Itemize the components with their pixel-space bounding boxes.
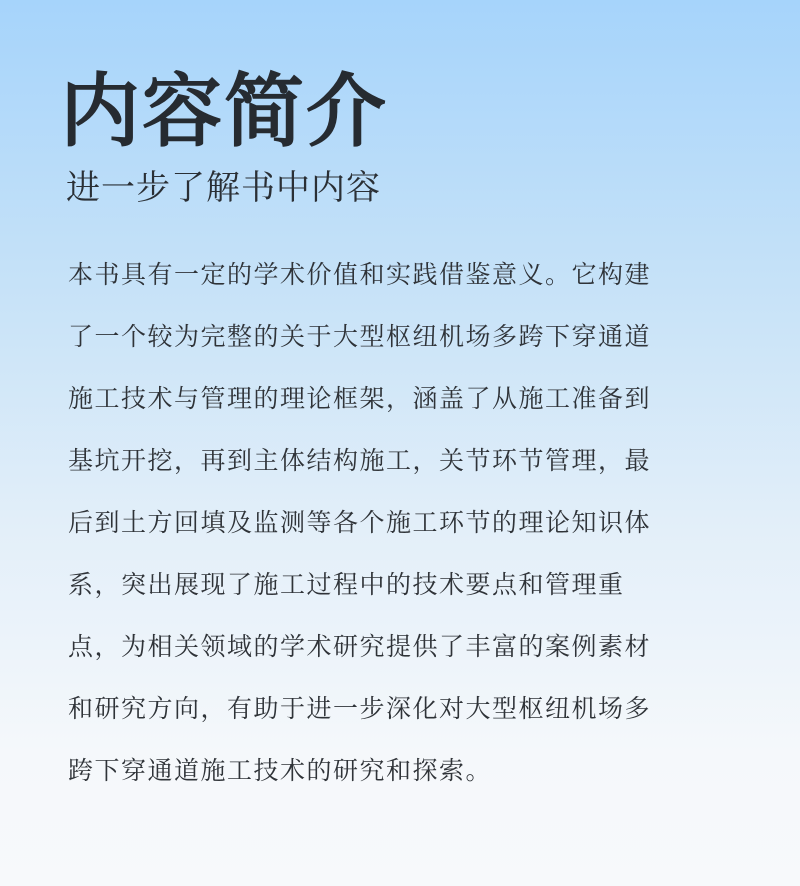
page-subtitle: 进一步了解书中内容 [66, 168, 381, 208]
paragraph-line: 本书具有一定的学术价值和实践借鉴意义。它构建 [68, 260, 652, 289]
paragraph-line: 和研究方向，有助于进一步深化对大型枢纽机场多 [68, 694, 652, 723]
paragraph-line: 点，为相关领域的学术研究提供了丰富的案例素材 [68, 632, 652, 661]
paragraph-line: 基坑开挖，再到主体结构施工，关节环节管理，最 [68, 446, 652, 475]
page-title: 内容简介 [60, 65, 388, 158]
paragraph-line: 了一个较为完整的关于大型枢纽机场多跨下穿通道 [68, 322, 652, 351]
paragraph-line: 跨下穿通道施工技术的研究和探索。 [68, 756, 493, 785]
paragraph-line: 后到土方回填及监测等各个施工环节的理论知识体 [68, 508, 652, 537]
paragraph-line: 施工技术与管理的理论框架，涵盖了从施工准备到 [68, 384, 652, 413]
intro-paragraph [68, 244, 732, 802]
paragraph-line: 系，突出展现了施工过程中的技术要点和管理重 [68, 570, 625, 599]
